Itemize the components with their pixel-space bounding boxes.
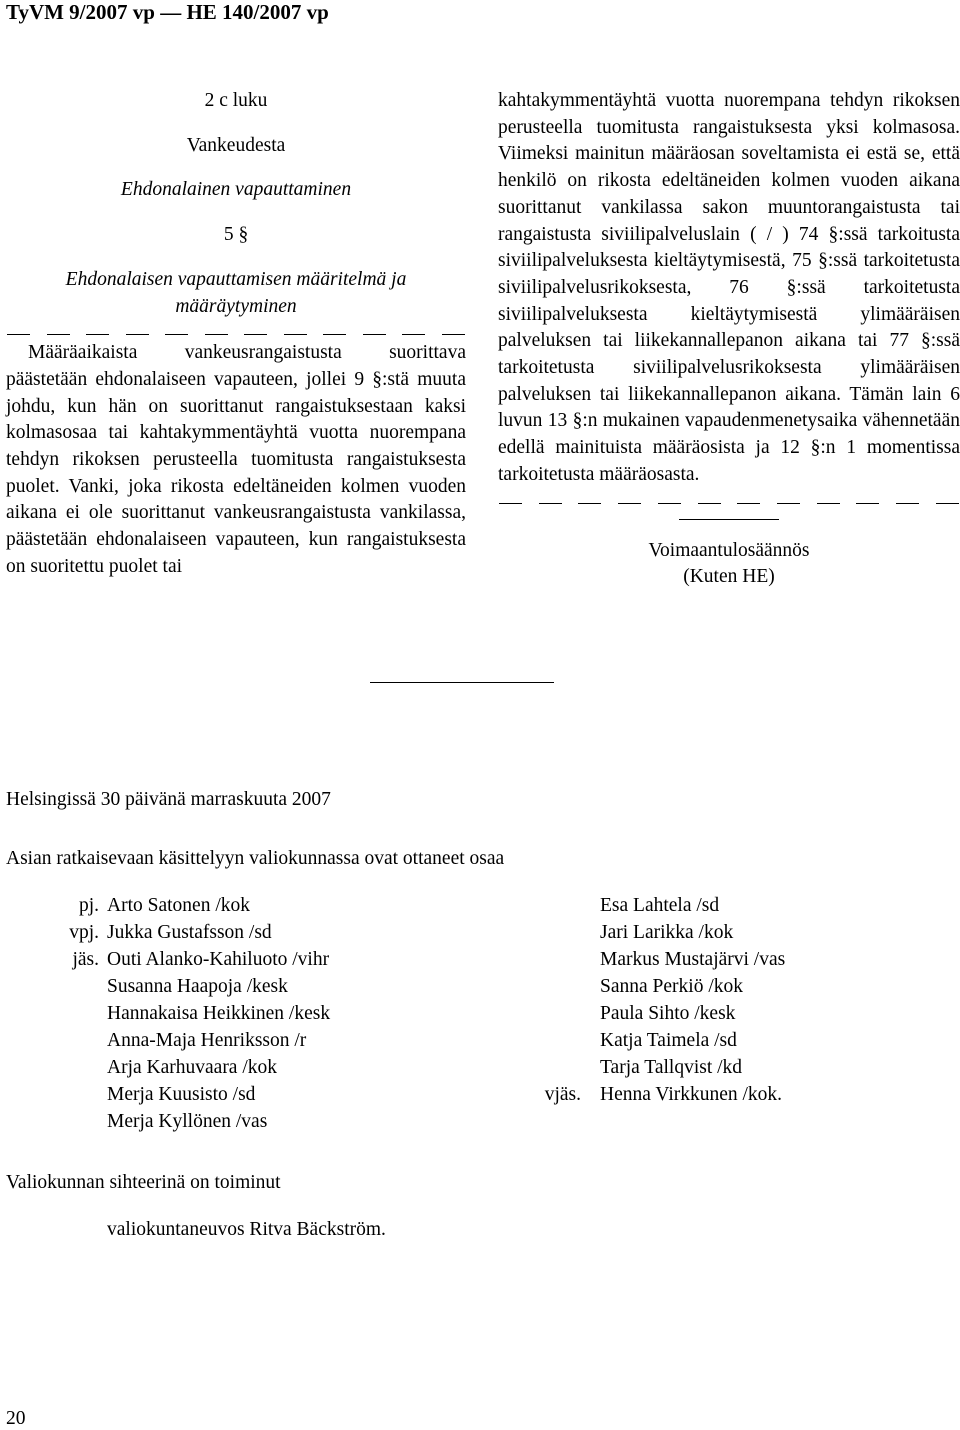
secretary-intro: Valiokunnan sihteerinä on toiminut xyxy=(6,1172,281,1193)
section-body-continued: kahtakymmentäyhtä vuotta nuorempana tehdyn rikoksen perusteella tuomitusta rangaistuksesta yksi kolmasosa. Viimeksi mainitun määräosan soveltamista ei estä se, että henkilö on rikosta edeltäneiden kolmen vuoden aikana suorittanut vankilassa sakon muuntorangaistusta tai rangaistusta siviilipalveluslain ( / ) 74 §:ssä tarkoitusta siviilipalveluksesta kieltäytymisestä, 75 §:ssä tarkoitetusta siviilipalvelusrikoksesta, 76 §:ssä tarkoitetusta siviilipalveluksesta kieltäytymisestä ylimääräisen palveluksen tai liikekannallepanon aikana tai 77 §:ssä tarkoitetusta siviilipalvelusrikoksesta ylimääräisen palveluksen tai liikekannallepanon aikana. Tämän lain 6 luvun 13 §:n mukainen vapaudenmenetysaika vähennetään edellä mainituista määräosista ja 12 §:n 1 momentissa tarkoitetusta määräosasta. xyxy=(498,90,960,485)
signatory-name: Outi Alanko-Kahiluoto /vihr xyxy=(107,949,330,970)
page-number: 20 xyxy=(6,1408,26,1429)
signatory-name: Tarja Tallqvist /kd xyxy=(600,1057,743,1078)
entry-into-force-heading: Voimaantulosäännös xyxy=(648,539,810,561)
signatory-name: Sanna Perkiö /kok xyxy=(600,976,743,997)
signatory-name: Merja Kyllönen /vas xyxy=(107,1111,268,1132)
omission-dashes xyxy=(498,495,960,505)
chapter-number: 2 c luku xyxy=(204,90,268,111)
omission-dashes xyxy=(6,326,466,336)
signatory-role: pj. xyxy=(78,895,99,916)
signatory-role: vjäs. xyxy=(544,1084,581,1105)
right-column xyxy=(498,88,960,591)
signatory-name: Jukka Gustafsson /sd xyxy=(107,922,272,943)
participants-intro: Asian ratkaisevaan käsittelyyn valiokunnassa ovat ottaneet osaa xyxy=(6,848,505,869)
signatory-role: jäs. xyxy=(72,949,99,970)
signatory-name: Susanna Haapoja /kesk xyxy=(107,976,288,997)
signatory-name: Henna Virkkunen /kok. xyxy=(600,1084,783,1105)
signatory-name: Katja Taimela /sd xyxy=(600,1030,737,1051)
signatory-name: Markus Mustajärvi /vas xyxy=(600,949,786,970)
section-title: Ehdonalaisen vapauttamisen määritelmä ja määräytyminen xyxy=(65,268,407,317)
place-date: Helsingissä 30 päivänä marraskuuta 2007 xyxy=(6,789,331,810)
signatory-name: Anna-Maja Henriksson /r xyxy=(107,1030,307,1051)
secretary-name: valiokuntaneuvos Ritva Bäckström. xyxy=(107,1219,386,1240)
signatory-name: Merja Kuusisto /sd xyxy=(107,1084,256,1105)
end-of-text-rule xyxy=(370,682,554,683)
section-number: 5 § xyxy=(223,224,249,246)
signatory-name: Hannakaisa Heikkinen /kesk xyxy=(107,1003,331,1024)
signatory-name: Esa Lahtela /sd xyxy=(600,895,720,916)
section-body-text: Määräaikaista vankeusrangaistusta suorittava päästetään ehdonalaiseen vapauteen, jollei 9 §:stä muuta johdu, kun hän on suorittanut rangaistuksestaan kaksi kolmasosaa tai kahtakymmentäyhtä vuotta nuorempana tehdyn rikoksen perusteella tuomitusta rangaistuksesta puolet. Vanki, joka rikosta edeltäneiden kolmen vuoden aikana ei ole suorittanut vankeusrangaistusta vankilassa, päästetään ehdonalaiseen vapauteen, kun rangaistuksesta on suoritettu puolet tai xyxy=(6,342,466,577)
signatory-name: Arto Satonen /kok xyxy=(107,895,250,916)
section-heading: Ehdonalainen vapauttaminen xyxy=(120,179,352,201)
signatory-name: Paula Sihto /kesk xyxy=(600,1003,736,1024)
running-head: TyVM 9/2007 vp — HE 140/2007 vp xyxy=(6,0,329,24)
signatory-role: vpj. xyxy=(69,922,99,943)
chapter-title: Vankeudesta xyxy=(186,134,286,156)
left-column xyxy=(6,88,466,581)
section-rule xyxy=(679,519,779,520)
entry-into-force-note: (Kuten HE) xyxy=(683,566,775,588)
signatory-name: Jari Larikka /kok xyxy=(600,922,734,943)
signatory-name: Arja Karhuvaara /kok xyxy=(107,1057,278,1078)
